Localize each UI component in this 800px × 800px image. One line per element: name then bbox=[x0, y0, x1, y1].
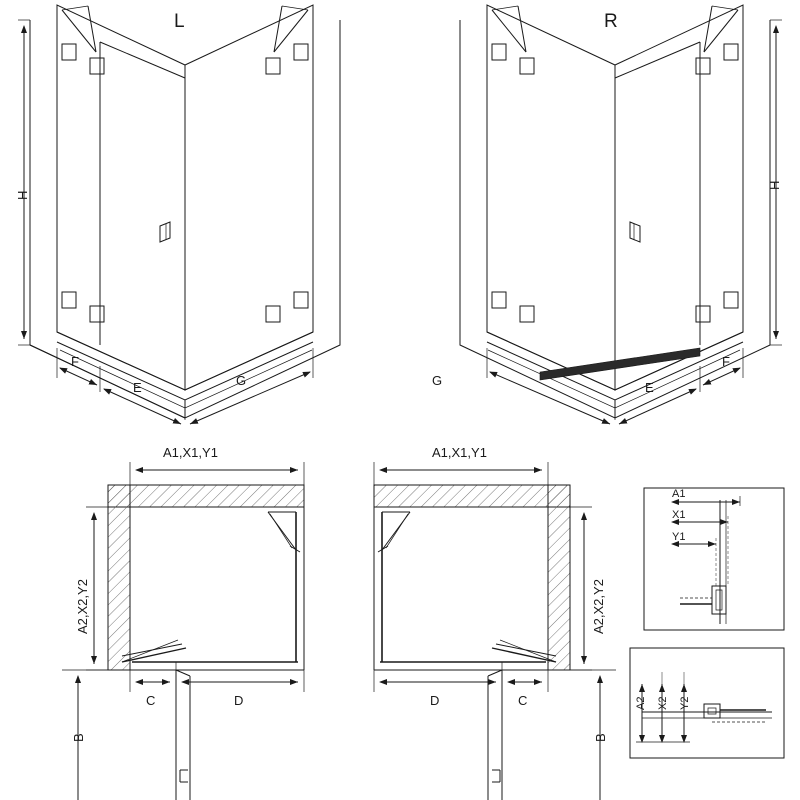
iso-left-label-f: F bbox=[71, 354, 79, 369]
iso-right-label-e: E bbox=[645, 380, 654, 395]
plan-right-dim-c: C bbox=[518, 693, 528, 708]
iso-right-group bbox=[460, 5, 782, 424]
detail-label-y2: Y2 bbox=[679, 696, 691, 710]
plan-right-top-dim: A1,X1,Y1 bbox=[432, 445, 487, 460]
detail-label-a1: A1 bbox=[672, 488, 686, 500]
plan-right-dim-d: D bbox=[430, 693, 440, 708]
plan-left-dim-d: D bbox=[234, 693, 244, 708]
plan-left-group bbox=[62, 462, 304, 800]
detail-label-x2: X2 bbox=[657, 696, 669, 710]
iso-left-label-e: E bbox=[133, 380, 142, 395]
iso-right-label-f: F bbox=[722, 354, 730, 369]
variant-label-right: R bbox=[604, 11, 618, 32]
iso-left-group bbox=[15, 5, 340, 424]
iso-right-label-g: G bbox=[432, 373, 443, 388]
variant-label-left: L bbox=[174, 11, 185, 32]
plan-left-top-dim: A1,X1,Y1 bbox=[163, 445, 218, 460]
iso-left-label-g: G bbox=[236, 373, 247, 388]
plan-left-dim-b: B bbox=[71, 733, 86, 742]
plan-right-side-dim: A2,X2,Y2 bbox=[591, 579, 606, 634]
plan-left-side-dim: A2,X2,Y2 bbox=[75, 579, 90, 634]
detail-bottom-group bbox=[630, 648, 784, 758]
detail-label-x1: X1 bbox=[672, 509, 686, 521]
detail-top-group bbox=[644, 488, 784, 630]
plan-left-dim-c: C bbox=[146, 693, 156, 708]
plan-right-group bbox=[374, 462, 616, 800]
iso-right-height-label: H bbox=[767, 180, 782, 190]
plan-right-dim-b: B bbox=[593, 733, 608, 742]
detail-label-y1: Y1 bbox=[672, 531, 686, 543]
detail-label-a2: A2 bbox=[635, 696, 647, 710]
iso-left-height-label: H bbox=[15, 190, 30, 200]
